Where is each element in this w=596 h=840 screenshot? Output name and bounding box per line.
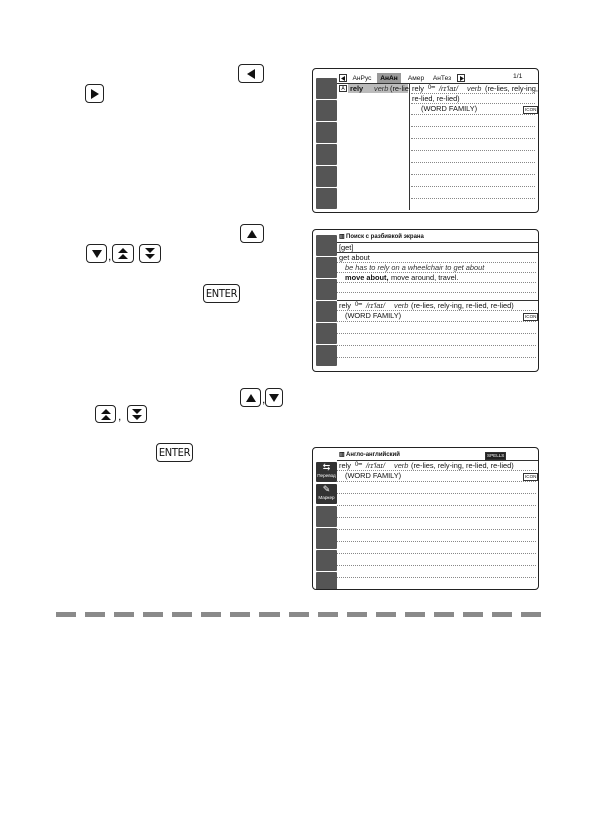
screen2-side-panel — [316, 235, 337, 366]
separator-comma-3: , — [118, 409, 122, 423]
page-up-icon-2 — [100, 408, 112, 421]
phrase-entry: get about — [339, 253, 370, 262]
dictionary-screen-1 — [312, 68, 539, 213]
page-up-key[interactable] — [112, 244, 134, 263]
collapse-icon: A — [341, 85, 345, 92]
list-item-selected[interactable] — [348, 84, 408, 93]
page-down-key-2[interactable] — [127, 405, 147, 423]
word-family-link[interactable]: (WORD FAMILY) — [421, 104, 478, 113]
key-icon: 0━ — [428, 85, 435, 91]
down-arrow-icon-2 — [268, 392, 280, 404]
word-family-link-3[interactable]: (WORD FAMILY) — [345, 471, 402, 480]
list-checkbox[interactable] — [339, 85, 347, 92]
marker-side-button[interactable] — [316, 484, 337, 504]
dictionary-screen-3 — [312, 447, 539, 590]
enter-key[interactable]: ENTER — [203, 284, 240, 303]
headword-3: rely — [339, 461, 351, 470]
word-forms-3: (re-lies, rely-ing, re-lied, re-lied) — [411, 461, 514, 470]
screen3-header: Англо-английский — [346, 452, 400, 458]
tab-anan[interactable]: АнАн — [377, 73, 401, 83]
down-arrow-icon — [91, 248, 103, 260]
up-arrow-key-2[interactable] — [240, 388, 261, 407]
spells-badge: SPELLS — [487, 453, 505, 458]
page-up-key-2[interactable] — [95, 405, 116, 423]
subentry-rest: move around, travel. — [391, 273, 459, 282]
part-of-speech-3: verb — [394, 461, 409, 470]
marker-side-label: Маркер — [318, 495, 335, 500]
up-arrow-key[interactable] — [240, 224, 264, 243]
word-family-link-2[interactable]: (WORD FAMILY) — [345, 311, 402, 320]
up-arrow-icon-2 — [245, 392, 257, 404]
page-down-icon-2 — [131, 408, 143, 421]
tab-amer[interactable]: Амер — [407, 74, 425, 82]
pronunciation-3: /rɪ'laɪ/ — [366, 461, 385, 470]
screen3-side-panel — [316, 506, 337, 590]
right-arrow-icon — [89, 88, 101, 100]
part-of-speech: verb — [467, 84, 482, 93]
tab-right-arrow-icon — [459, 76, 464, 81]
split-search-icon: ▥ — [339, 234, 345, 240]
left-arrow-icon — [245, 68, 257, 80]
enter-key-2[interactable]: ENTER — [156, 443, 193, 462]
search-query[interactable]: [get] — [339, 243, 354, 252]
page-down-key[interactable] — [139, 244, 161, 263]
page-counter: 1/1 — [513, 73, 523, 80]
down-arrow-key-2[interactable] — [265, 388, 283, 407]
headword: rely — [412, 84, 424, 93]
translate-icon: ⇆ — [322, 462, 331, 472]
screen1-side-panel — [316, 78, 337, 209]
list-item-word: rely — [350, 84, 364, 93]
tab-right-arrow[interactable] — [457, 74, 465, 82]
translate-side-label: Перевод — [317, 473, 336, 478]
word-forms-line1: (re-lies, rely-ing, — [485, 84, 538, 93]
tab-anrus[interactable]: АнРус — [352, 74, 372, 82]
dictionary-book-icon: ▥ — [339, 452, 345, 458]
icon-badge[interactable]: ICON — [525, 107, 537, 112]
icon-badge-3[interactable]: ICON — [525, 474, 537, 479]
up-arrow-icon — [246, 228, 258, 240]
list-item-tail: (re-lie — [390, 84, 409, 93]
page-up-icon — [117, 247, 129, 260]
part-of-speech-2: verb — [394, 301, 409, 310]
screen2-header: Поиск с разбивкой экрана — [346, 234, 424, 240]
tab-antez[interactable]: АнТез — [432, 74, 452, 82]
tab-left-arrow[interactable] — [339, 74, 347, 82]
tab-left-arrow-icon — [341, 76, 346, 81]
headword-2: rely — [339, 301, 351, 310]
translate-side-button[interactable] — [316, 462, 337, 482]
subentry-bold: move about, — [345, 273, 389, 282]
separator-comma-2: , — [262, 392, 266, 406]
right-arrow-key[interactable] — [85, 84, 104, 103]
section-divider — [56, 612, 541, 617]
page-down-icon — [144, 247, 156, 260]
key-icon-2: 0━ — [355, 302, 362, 308]
word-forms-2: (re-lies, rely-ing, re-lied, re-lied) — [411, 301, 514, 310]
separator-comma: , — [108, 249, 112, 263]
dictionary-screen-2 — [312, 229, 539, 372]
left-arrow-key[interactable] — [238, 64, 264, 83]
icon-badge-2[interactable]: ICON — [525, 314, 537, 319]
pronunciation: /rɪ'laɪ/ — [439, 84, 458, 93]
marker-icon: ✎ — [322, 484, 331, 494]
example-sentence: be has to rely on a wheelchair to get about — [345, 263, 485, 272]
pronunciation-2: /rɪ'laɪ/ — [366, 301, 385, 310]
word-forms-line2: re-lied, re-lied) — [412, 94, 460, 103]
key-icon-3: 0━ — [355, 462, 362, 468]
list-item-pos: verb — [374, 84, 389, 93]
down-arrow-key[interactable] — [86, 244, 107, 263]
